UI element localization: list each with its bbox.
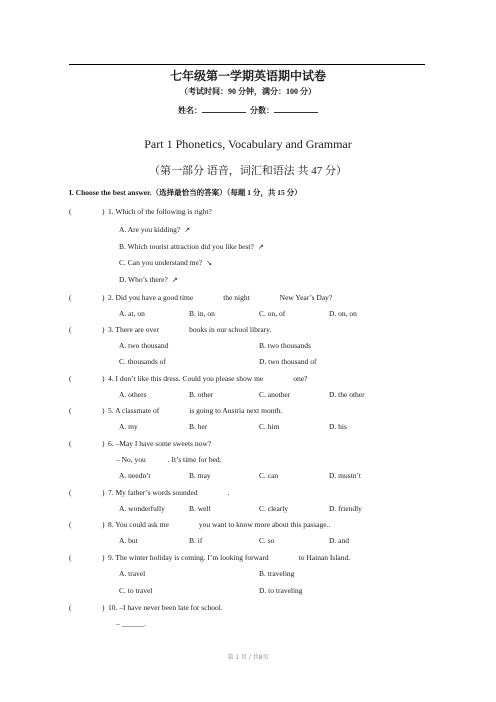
- q4-option-a: A. others: [119, 390, 147, 399]
- answer-paren-close: ): [102, 406, 105, 415]
- q9-option-b: B. traveling: [259, 569, 295, 578]
- q1-option-c: C. Can you understand me? ↘: [119, 258, 212, 267]
- q7-option-b: B. well: [189, 504, 211, 513]
- question-1: 1. Which of the following is right?: [108, 207, 212, 216]
- score-blank[interactable]: [274, 104, 318, 113]
- answer-paren-close: ): [102, 603, 105, 612]
- rising-intonation-icon: ↗: [257, 243, 264, 251]
- answer-paren-open: (: [69, 439, 72, 448]
- q1-option-b: B. Which tourist attraction did you like best? ↗: [119, 242, 264, 251]
- answer-paren-close: ): [102, 488, 105, 497]
- page-footer: 第 1 页 / 共8页: [227, 654, 269, 661]
- name-score-line: [0, 104, 496, 116]
- answer-paren-close: ): [102, 207, 105, 216]
- question-8: 8. You could ask me you want to know more about this passage..: [108, 520, 331, 529]
- q9-option-d: D. to traveling: [259, 586, 303, 595]
- q4-option-b: B. other: [189, 390, 214, 399]
- answer-paren-close: ): [102, 374, 105, 383]
- part-title-cn: （第一部分 语音，词汇和语法 共 47 分）: [149, 165, 347, 177]
- question-5: 5. A classmate of is going to Austria next month.: [108, 406, 283, 415]
- question-3: 3. There are over books in our school library.: [108, 325, 272, 334]
- q4-option-c: C. another: [259, 390, 291, 399]
- q6-option-a: A. needn’t: [119, 471, 151, 480]
- question-9: 9. The winter holiday is coming. I’m looking forward to Hainan Island.: [108, 553, 351, 562]
- q3-option-b: B. two thousands: [259, 341, 311, 350]
- score-label: 分数：: [250, 106, 274, 115]
- answer-paren-open: (: [69, 553, 72, 562]
- question-2: 2. Did you have a good time the night New Year’s Day?: [108, 293, 333, 302]
- q8-option-b: B. if: [189, 536, 203, 545]
- answer-paren-open: (: [69, 325, 72, 334]
- q8-option-c: C. so: [259, 536, 275, 545]
- answer-paren-close: ): [102, 520, 105, 529]
- question-10: 10. –I have never been late for school.: [108, 603, 223, 612]
- q2-option-b: B. in, on: [189, 309, 215, 318]
- q6-option-c: C. can: [259, 471, 279, 480]
- q9-option-a: A. travel: [119, 569, 146, 578]
- answer-paren-close: ): [102, 293, 105, 302]
- section-heading: I. Choose the best answer.（选择最恰当的答案）（每题 1 分，共 15 分）: [69, 188, 302, 197]
- header-rule: [69, 64, 425, 65]
- q5-option-d: D. his: [329, 422, 347, 431]
- answer-paren-open: (: [69, 603, 72, 612]
- answer-paren-open: (: [69, 520, 72, 529]
- answer-paren-open: (: [69, 207, 72, 216]
- name-label: 姓名：: [178, 106, 202, 115]
- q9-option-c: C. to travel: [119, 586, 153, 595]
- answer-paren-close: ): [102, 553, 105, 562]
- answer-paren-close: ): [102, 325, 105, 334]
- q4-option-d: D. the other: [329, 390, 365, 399]
- q3-option-c: C. thousands of: [119, 357, 166, 366]
- question-6-reply: – No, you . It’s time for bed.: [116, 455, 222, 464]
- q7-option-a: A. wonderfully: [119, 504, 165, 513]
- q7-option-d: D. friendly: [329, 504, 362, 513]
- q1-option-a: A. Are you kidding? ↗: [119, 225, 191, 234]
- q6-option-b: B. may: [189, 471, 211, 480]
- rising-intonation-icon: ↗: [184, 226, 191, 234]
- q6-option-d: D. mustn’t: [329, 471, 361, 480]
- falling-intonation-icon: ↘: [206, 259, 212, 267]
- page-title: 七年级第一学期英语期中试卷: [169, 69, 326, 83]
- exam-info: （考试时间：90 分钟，满分：100 分）: [180, 87, 316, 96]
- question-7: 7. My father’s words sounded .: [108, 488, 230, 497]
- q7-option-c: C. clearly: [259, 504, 289, 513]
- q5-option-a: A. my: [119, 422, 138, 431]
- q2-option-a: A. at, on: [119, 309, 145, 318]
- answer-paren-close: ): [102, 439, 105, 448]
- q1-option-d: D. Who’s there? ↗: [119, 275, 178, 284]
- name-blank[interactable]: [202, 104, 246, 113]
- q2-option-d: D. on, on: [329, 309, 357, 318]
- q2-option-c: C. on, of: [259, 309, 286, 318]
- q8-option-a: A. but: [119, 536, 138, 545]
- answer-paren-open: (: [69, 406, 72, 415]
- q5-option-c: C. him: [259, 422, 280, 431]
- answer-paren-open: (: [69, 488, 72, 497]
- part-title: Part 1 Phonetics, Vocabulary and Grammar: [144, 137, 352, 151]
- question-10-reply: – ______.: [116, 619, 146, 628]
- q5-option-b: B. her: [189, 422, 208, 431]
- answer-paren-open: (: [69, 374, 72, 383]
- question-4: 4. I don’t like this dress. Could you please show me one?: [108, 374, 308, 383]
- q3-option-d: D. two thousand of: [259, 357, 317, 366]
- q8-option-d: D. and: [329, 536, 349, 545]
- question-6: 6. –May I have some sweets now?: [108, 439, 212, 448]
- rising-intonation-icon: ↗: [171, 276, 178, 284]
- q3-option-a: A. two thousand: [119, 341, 169, 350]
- answer-paren-open: (: [69, 293, 72, 302]
